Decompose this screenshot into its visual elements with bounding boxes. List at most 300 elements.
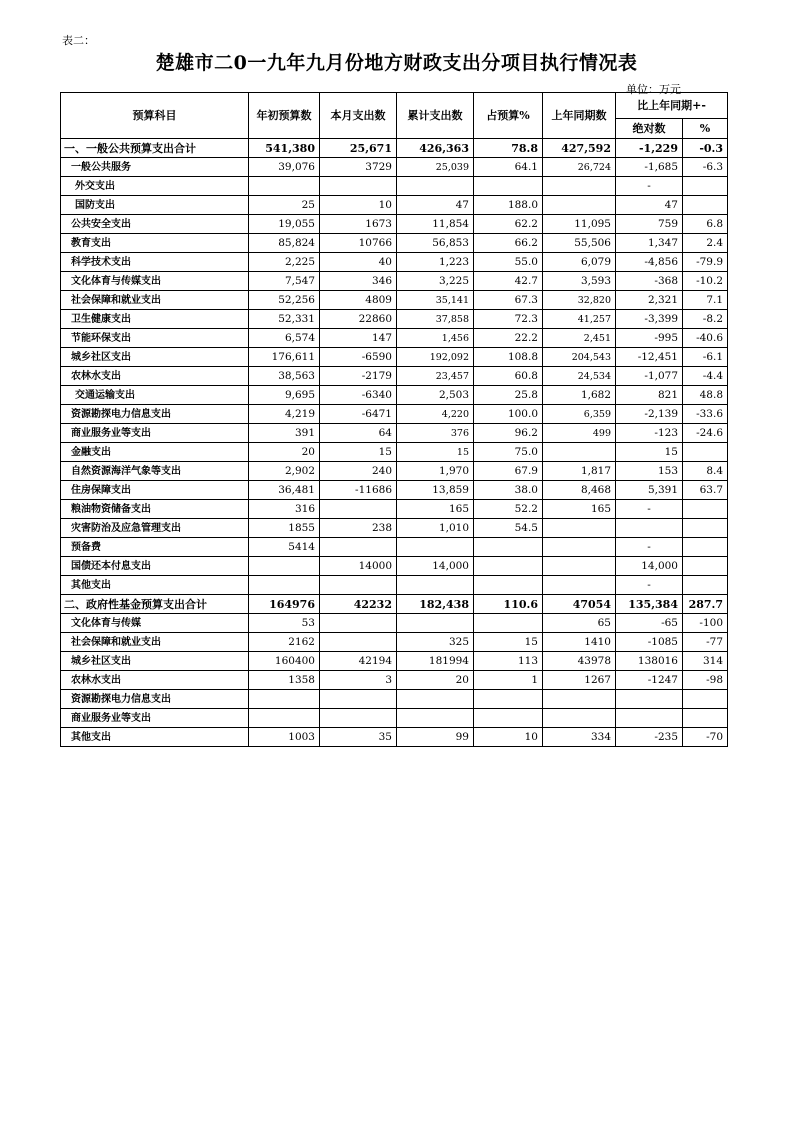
- cell-abs: -368: [616, 272, 683, 291]
- row-subject: 教育支出: [61, 234, 249, 253]
- cell-budget: 53: [249, 614, 320, 633]
- cell-pct: 78.8: [474, 139, 543, 158]
- cell-month: 4809: [320, 291, 397, 310]
- cell-last: 32,820: [543, 291, 616, 310]
- cell-month: 147: [320, 329, 397, 348]
- table-row: [61, 709, 728, 728]
- cell-last: 1,817: [543, 462, 616, 481]
- cell-per: -100: [683, 614, 728, 633]
- cell-pct: 54.5: [474, 519, 543, 538]
- cell-cum: 1,010: [397, 519, 474, 538]
- cell-budget: 39,076: [249, 158, 320, 177]
- cell-per: -8.2: [683, 310, 728, 329]
- cell-last: 41,257: [543, 310, 616, 329]
- cell-cum: 47: [397, 196, 474, 215]
- cell-abs: -1247: [616, 671, 683, 690]
- cell-month: 3729: [320, 158, 397, 177]
- row-subject: 其他支出: [61, 728, 249, 747]
- table-row: [61, 196, 728, 215]
- cell-cum: [397, 177, 474, 196]
- cell-pct: 108.8: [474, 348, 543, 367]
- cell-cum: 56,853: [397, 234, 474, 253]
- cell-last: [543, 557, 616, 576]
- expenditure-table: [60, 92, 728, 747]
- table-row: [61, 443, 728, 462]
- cell-last: 24,534: [543, 367, 616, 386]
- cell-pct: 1: [474, 671, 543, 690]
- cell-budget: 2,225: [249, 253, 320, 272]
- cell-last: [543, 538, 616, 557]
- cell-budget: 38,563: [249, 367, 320, 386]
- cell-abs: 1,347: [616, 234, 683, 253]
- table-row: [61, 614, 728, 633]
- table-row: [61, 424, 728, 443]
- table-row: [61, 690, 728, 709]
- cell-budget: 9,695: [249, 386, 320, 405]
- cell-last: [543, 709, 616, 728]
- cell-pct: 75.0: [474, 443, 543, 462]
- row-subject: 交通运输支出: [61, 386, 249, 405]
- cell-budget: [249, 690, 320, 709]
- cell-cum: [397, 709, 474, 728]
- cell-per: -33.6: [683, 405, 728, 424]
- cell-cum: 165: [397, 500, 474, 519]
- cell-last: 6,079: [543, 253, 616, 272]
- cell-cum: 3,225: [397, 272, 474, 291]
- cell-month: 42194: [320, 652, 397, 671]
- cell-month: [320, 500, 397, 519]
- table-total-row: [61, 139, 728, 158]
- cell-budget: [249, 576, 320, 595]
- row-subject: 社会保障和就业支出: [61, 291, 249, 310]
- table-row: [61, 538, 728, 557]
- cell-per: [683, 443, 728, 462]
- cell-abs: [616, 709, 683, 728]
- cell-abs: 47: [616, 196, 683, 215]
- cell-abs: -2,139: [616, 405, 683, 424]
- row-subject: 科学技术支出: [61, 253, 249, 272]
- cell-budget: [249, 557, 320, 576]
- cell-per: 287.7: [683, 595, 728, 614]
- cell-last: 65: [543, 614, 616, 633]
- cell-per: -10.2: [683, 272, 728, 291]
- cell-per: 8.4: [683, 462, 728, 481]
- cell-abs: 15: [616, 443, 683, 462]
- table-row: [61, 462, 728, 481]
- cell-month: 35: [320, 728, 397, 747]
- cell-per: [683, 576, 728, 595]
- cell-pct: 62.2: [474, 215, 543, 234]
- cell-pct: 52.2: [474, 500, 543, 519]
- cell-last: 2,451: [543, 329, 616, 348]
- cell-per: [683, 500, 728, 519]
- table-row: [61, 253, 728, 272]
- row-subject: 文化体育与传媒: [61, 614, 249, 633]
- cell-abs: -1,077: [616, 367, 683, 386]
- cell-cum: [397, 614, 474, 633]
- page-title: 楚雄市二0一九年九月份地方财政支出分项目执行情况表: [155, 52, 638, 74]
- cell-abs: 138016: [616, 652, 683, 671]
- cell-per: [683, 557, 728, 576]
- cell-month: [320, 614, 397, 633]
- row-subject: 城乡社区支出: [61, 348, 249, 367]
- cell-abs: 135,384: [616, 595, 683, 614]
- cell-last: 165: [543, 500, 616, 519]
- cell-month: -2179: [320, 367, 397, 386]
- cell-last: 47054: [543, 595, 616, 614]
- cell-pct: 113: [474, 652, 543, 671]
- cell-per: 2.4: [683, 234, 728, 253]
- row-subject: 卫生健康支出: [61, 310, 249, 329]
- cell-abs: 2,321: [616, 291, 683, 310]
- cell-last: 1,682: [543, 386, 616, 405]
- cell-last: 8,468: [543, 481, 616, 500]
- cell-cum: 2,503: [397, 386, 474, 405]
- cell-abs: -235: [616, 728, 683, 747]
- row-subject: 灾害防治及应急管理支出: [61, 519, 249, 538]
- cell-abs: -1,229: [616, 139, 683, 158]
- table-row: [61, 367, 728, 386]
- cell-cum: [397, 576, 474, 595]
- cell-per: 314: [683, 652, 728, 671]
- cell-budget: [249, 709, 320, 728]
- header-budget: 年初预算数: [249, 93, 320, 139]
- cell-abs: -4,856: [616, 253, 683, 272]
- row-subject: 节能环保支出: [61, 329, 249, 348]
- cell-budget: 316: [249, 500, 320, 519]
- cell-pct: 25.8: [474, 386, 543, 405]
- cell-per: [683, 538, 728, 557]
- row-subject: 一般公共服务: [61, 158, 249, 177]
- cell-budget: 36,481: [249, 481, 320, 500]
- header-absolute: 绝对数: [616, 119, 683, 139]
- table-row: [61, 291, 728, 310]
- cell-cum: 192,092: [397, 348, 474, 367]
- cell-month: 3: [320, 671, 397, 690]
- cell-month: [320, 709, 397, 728]
- cell-month: 346: [320, 272, 397, 291]
- cell-pct: 22.2: [474, 329, 543, 348]
- cell-month: [320, 690, 397, 709]
- table-row: [61, 215, 728, 234]
- cell-abs: [616, 519, 683, 538]
- header-pct: 占预算%: [474, 93, 543, 139]
- cell-cum: 35,141: [397, 291, 474, 310]
- cell-cum: 1,456: [397, 329, 474, 348]
- cell-per: [683, 177, 728, 196]
- cell-pct: 42.7: [474, 272, 543, 291]
- cell-last: [543, 576, 616, 595]
- cell-per: -6.1: [683, 348, 728, 367]
- cell-month: -6590: [320, 348, 397, 367]
- cell-last: [543, 443, 616, 462]
- cell-abs: 821: [616, 386, 683, 405]
- cell-per: -4.4: [683, 367, 728, 386]
- row-subject: 社会保障和就业支出: [61, 633, 249, 652]
- table-row: [61, 481, 728, 500]
- header-subject: 预算科目: [61, 93, 249, 139]
- cell-month: [320, 576, 397, 595]
- cell-last: 334: [543, 728, 616, 747]
- header-percent: %: [683, 119, 728, 139]
- cell-cum: 11,854: [397, 215, 474, 234]
- cell-month: -6340: [320, 386, 397, 405]
- cell-pct: 188.0: [474, 196, 543, 215]
- cell-cum: 99: [397, 728, 474, 747]
- cell-budget: 6,574: [249, 329, 320, 348]
- cell-last: 6,359: [543, 405, 616, 424]
- cell-cum: 25,039: [397, 158, 474, 177]
- cell-cum: 20: [397, 671, 474, 690]
- row-subject: 金融支出: [61, 443, 249, 462]
- cell-abs: -1,685: [616, 158, 683, 177]
- cell-last: [543, 177, 616, 196]
- cell-pct: 64.1: [474, 158, 543, 177]
- cell-cum: 15: [397, 443, 474, 462]
- header-last-year: 上年同期数: [543, 93, 616, 139]
- cell-abs: -1085: [616, 633, 683, 652]
- cell-budget: [249, 177, 320, 196]
- cell-budget: 541,380: [249, 139, 320, 158]
- cell-per: 6.8: [683, 215, 728, 234]
- cell-budget: 25: [249, 196, 320, 215]
- cell-month: [320, 538, 397, 557]
- cell-pct: 67.3: [474, 291, 543, 310]
- cell-month: [320, 633, 397, 652]
- cell-pct: [474, 576, 543, 595]
- cell-month: 22860: [320, 310, 397, 329]
- table-row: [61, 519, 728, 538]
- cell-abs: 14,000: [616, 557, 683, 576]
- cell-month: 42232: [320, 595, 397, 614]
- cell-last: 499: [543, 424, 616, 443]
- cell-cum: 426,363: [397, 139, 474, 158]
- cell-per: [683, 690, 728, 709]
- row-subject: 一、一般公共预算支出合计: [61, 139, 249, 158]
- cell-pct: 10: [474, 728, 543, 747]
- cell-budget: 20: [249, 443, 320, 462]
- cell-last: 43978: [543, 652, 616, 671]
- cell-last: [543, 519, 616, 538]
- cell-per: 48.8: [683, 386, 728, 405]
- cell-last: 204,543: [543, 348, 616, 367]
- cell-cum: [397, 690, 474, 709]
- row-subject: 其他支出: [61, 576, 249, 595]
- table-row: [61, 272, 728, 291]
- header-cumulative: 累计支出数: [397, 93, 474, 139]
- cell-pct: [474, 538, 543, 557]
- cell-budget: 19,055: [249, 215, 320, 234]
- cell-budget: 2162: [249, 633, 320, 652]
- cell-month: 1673: [320, 215, 397, 234]
- cell-budget: 5414: [249, 538, 320, 557]
- table-row: [61, 405, 728, 424]
- cell-per: 7.1: [683, 291, 728, 310]
- cell-cum: 376: [397, 424, 474, 443]
- cell-month: 10: [320, 196, 397, 215]
- cell-per: -70: [683, 728, 728, 747]
- table-row: [61, 633, 728, 652]
- cell-budget: 52,331: [249, 310, 320, 329]
- row-subject: 粮油物资储备支出: [61, 500, 249, 519]
- cell-last: 427,592: [543, 139, 616, 158]
- cell-abs: -3,399: [616, 310, 683, 329]
- cell-budget: 1003: [249, 728, 320, 747]
- cell-pct: [474, 557, 543, 576]
- cell-last: 3,593: [543, 272, 616, 291]
- cell-month: -11686: [320, 481, 397, 500]
- cell-month: 14000: [320, 557, 397, 576]
- cell-pct: 100.0: [474, 405, 543, 424]
- cell-abs: -: [616, 177, 683, 196]
- cell-pct: [474, 709, 543, 728]
- cell-month: 10766: [320, 234, 397, 253]
- row-subject: 农林水支出: [61, 367, 249, 386]
- cell-budget: 164976: [249, 595, 320, 614]
- cell-pct: 66.2: [474, 234, 543, 253]
- cell-last: 55,506: [543, 234, 616, 253]
- table-total-row: [61, 595, 728, 614]
- cell-budget: 85,824: [249, 234, 320, 253]
- table-row: [61, 310, 728, 329]
- cell-pct: [474, 177, 543, 196]
- cell-pct: 15: [474, 633, 543, 652]
- cell-per: -0.3: [683, 139, 728, 158]
- row-subject: 商业服务业等支出: [61, 424, 249, 443]
- table-row: [61, 234, 728, 253]
- cell-month: 238: [320, 519, 397, 538]
- cell-cum: 14,000: [397, 557, 474, 576]
- cell-cum: 1,970: [397, 462, 474, 481]
- row-subject: 国债还本付息支出: [61, 557, 249, 576]
- cell-month: -6471: [320, 405, 397, 424]
- cell-per: -79.9: [683, 253, 728, 272]
- cell-budget: 2,902: [249, 462, 320, 481]
- cell-cum: 182,438: [397, 595, 474, 614]
- cell-pct: 72.3: [474, 310, 543, 329]
- cell-pct: 110.6: [474, 595, 543, 614]
- table-row: [61, 671, 728, 690]
- cell-last: 1267: [543, 671, 616, 690]
- cell-budget: 52,256: [249, 291, 320, 310]
- cell-month: 15: [320, 443, 397, 462]
- table-row: [61, 728, 728, 747]
- row-subject: 二、政府性基金预算支出合计: [61, 595, 249, 614]
- row-subject: 住房保障支出: [61, 481, 249, 500]
- row-subject: 国防支出: [61, 196, 249, 215]
- cell-budget: 176,611: [249, 348, 320, 367]
- table-row: [61, 158, 728, 177]
- cell-pct: [474, 690, 543, 709]
- cell-per: [683, 519, 728, 538]
- cell-per: -6.3: [683, 158, 728, 177]
- cell-cum: 181994: [397, 652, 474, 671]
- row-subject: 自然资源海洋气象等支出: [61, 462, 249, 481]
- row-subject: 文化体育与传媒支出: [61, 272, 249, 291]
- cell-pct: [474, 614, 543, 633]
- cell-per: [683, 196, 728, 215]
- cell-per: -40.6: [683, 329, 728, 348]
- cell-abs: 759: [616, 215, 683, 234]
- cell-abs: -995: [616, 329, 683, 348]
- unit-label: 单位：万元: [626, 83, 681, 96]
- cell-abs: -: [616, 538, 683, 557]
- row-subject: 农林水支出: [61, 671, 249, 690]
- table-row: [61, 386, 728, 405]
- header-month: 本月支出数: [320, 93, 397, 139]
- cell-budget: 391: [249, 424, 320, 443]
- cell-cum: 23,457: [397, 367, 474, 386]
- cell-cum: 4,220: [397, 405, 474, 424]
- cell-abs: -65: [616, 614, 683, 633]
- row-subject: 公共安全支出: [61, 215, 249, 234]
- row-subject: 资源勘探电力信息支出: [61, 405, 249, 424]
- header-compare: 比上年同期+-: [616, 93, 728, 119]
- cell-pct: 60.8: [474, 367, 543, 386]
- cell-cum: 1,223: [397, 253, 474, 272]
- cell-per: 63.7: [683, 481, 728, 500]
- cell-pct: 67.9: [474, 462, 543, 481]
- cell-last: [543, 196, 616, 215]
- row-subject: 城乡社区支出: [61, 652, 249, 671]
- table-row: [61, 652, 728, 671]
- cell-pct: 96.2: [474, 424, 543, 443]
- cell-abs: [616, 690, 683, 709]
- cell-budget: 160400: [249, 652, 320, 671]
- cell-budget: 1855: [249, 519, 320, 538]
- table-row: [61, 557, 728, 576]
- cell-last: [543, 690, 616, 709]
- cell-cum: 13,859: [397, 481, 474, 500]
- table-row: [61, 500, 728, 519]
- cell-cum: [397, 538, 474, 557]
- cell-abs: -: [616, 576, 683, 595]
- cell-abs: 153: [616, 462, 683, 481]
- cell-per: -77: [683, 633, 728, 652]
- cell-cum: 325: [397, 633, 474, 652]
- table-row: [61, 329, 728, 348]
- cell-per: [683, 709, 728, 728]
- cell-abs: -12,451: [616, 348, 683, 367]
- cell-abs: -: [616, 500, 683, 519]
- cell-month: 25,671: [320, 139, 397, 158]
- cell-abs: -123: [616, 424, 683, 443]
- cell-month: [320, 177, 397, 196]
- cell-pct: 38.0: [474, 481, 543, 500]
- cell-per: -98: [683, 671, 728, 690]
- cell-abs: 5,391: [616, 481, 683, 500]
- cell-last: 11,095: [543, 215, 616, 234]
- cell-cum: 37,858: [397, 310, 474, 329]
- row-subject: 商业服务业等支出: [61, 709, 249, 728]
- cell-budget: 7,547: [249, 272, 320, 291]
- cell-month: 64: [320, 424, 397, 443]
- row-subject: 外交支出: [61, 177, 249, 196]
- cell-month: 40: [320, 253, 397, 272]
- cell-month: 240: [320, 462, 397, 481]
- row-subject: 预备费: [61, 538, 249, 557]
- table-row: [61, 177, 728, 196]
- cell-last: 1410: [543, 633, 616, 652]
- table-row: [61, 576, 728, 595]
- cell-per: -24.6: [683, 424, 728, 443]
- table-row: [61, 348, 728, 367]
- cell-budget: 1358: [249, 671, 320, 690]
- cell-pct: 55.0: [474, 253, 543, 272]
- table-body: [61, 139, 728, 747]
- cell-budget: 4,219: [249, 405, 320, 424]
- row-subject: 资源勘探电力信息支出: [61, 690, 249, 709]
